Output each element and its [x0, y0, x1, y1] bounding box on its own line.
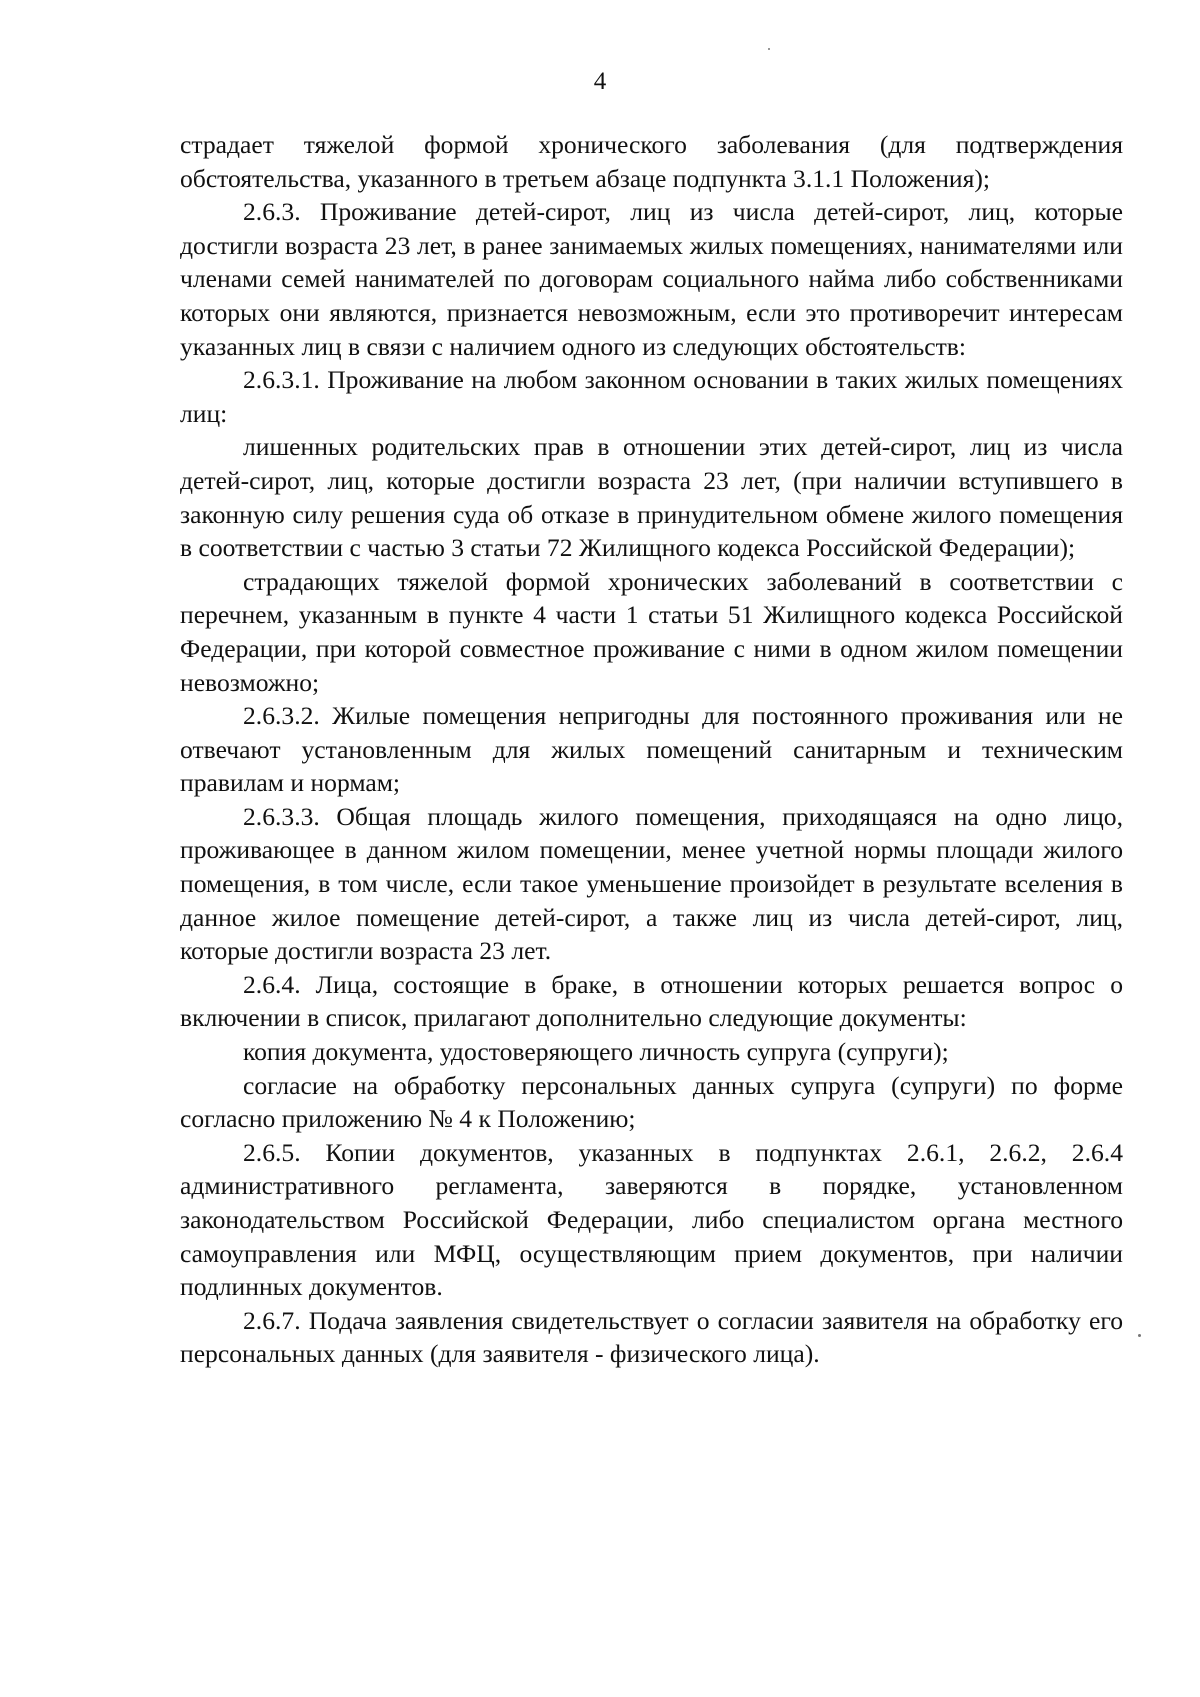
- paragraph-2-6-3-1: 2.6.3.1. Проживание на любом законном основании в таких жилых помещениях лиц:: [180, 365, 1123, 428]
- paragraph-chronic-illness: страдающих тяжелой формой хронических заболеваний в соответствии с перечнем, указанным в пункте 4 части 1 статьи 51 Жилищного кодекса Российской Федерации, при которой совместное проживание с ними в одном жилом помещении невозможно;: [180, 566, 1123, 697]
- paragraph-spouse-consent: согласие на обработку персональных данных супруга (супруги) по форме согласно приложению № 4 к Положению;: [180, 1070, 1123, 1134]
- paragraph-2-6-3-3: 2.6.3.3. Общая площадь жилого помещения, приходящаяся на одно лицо, проживающее в данном жилом помещении, менее учетной нормы площади жилого помещения, в том числе, если такое уменьшение произойдет в результате вселения в данное жилое помещение детей-сирот, а также лиц из числа детей-сирот, лиц, которые достигли возраста 23 лет.: [180, 801, 1123, 966]
- paragraph-2-6-7: 2.6.7. Подача заявления свидетельствует о согласии заявителя на обработку его персональных данных (для заявителя - физического лица).: [180, 1305, 1123, 1369]
- paragraph-spouse-id-copy: копия документа, удостоверяющего личность супруга (супруги);: [243, 1037, 949, 1067]
- paragraph-2-6-3: 2.6.3. Проживание детей-сирот, лиц из числа детей-сирот, лиц, которые достигли возраста 23 лет, в ранее занимаемых жилых помещениях, нанимателями или членами семей нанимателей по договорам социального найма либо собственниками которых они являются, признается невозможным, если это противоречит интересам указанных лиц в связи с наличием одного из следующих обстоятельств:: [180, 197, 1123, 361]
- page-number: 4: [593, 68, 607, 95]
- scan-speck: [1138, 1334, 1141, 1337]
- paragraph-2-6-4: 2.6.4. Лица, состоящие в браке, в отношении которых решается вопрос о включении в список, прилагают дополнительно следующие документы:: [180, 969, 1123, 1033]
- paragraph-continuation: страдает тяжелой формой хронического заболевания (для подтверждения обстоятельства, указанного в третьем абзаце подпункта 3.1.1 Положения);: [180, 130, 1123, 193]
- paragraph-2-6-5: 2.6.5. Копии документов, указанных в подпунктах 2.6.1, 2.6.2, 2.6.4 административного регламента, заверяются в порядке, установленном законодательством Российской Федерации, либо специалистом органа местного самоуправления или МФЦ, осуществляющим прием документов, при наличии подлинных документов.: [180, 1137, 1123, 1302]
- document-body: [180, 128, 1123, 1371]
- scan-speck: [768, 48, 770, 50]
- paragraph-deprived-rights: лишенных родительских прав в отношении этих детей-сирот, лиц из числа детей-сирот, лиц, которые достигли возраста 23 лет, (при наличии вступившего в законную силу решения суда об отказе в принудительном обмене жилого помещения в соответствии с частью 3 статьи 72 Жилищного кодекса Российской Федерации);: [180, 432, 1123, 563]
- paragraph-2-6-3-2: 2.6.3.2. Жилые помещения непригодны для постоянного проживания или не отвечают установленным для жилых помещений санитарным и техническим правилам и нормам;: [180, 701, 1123, 798]
